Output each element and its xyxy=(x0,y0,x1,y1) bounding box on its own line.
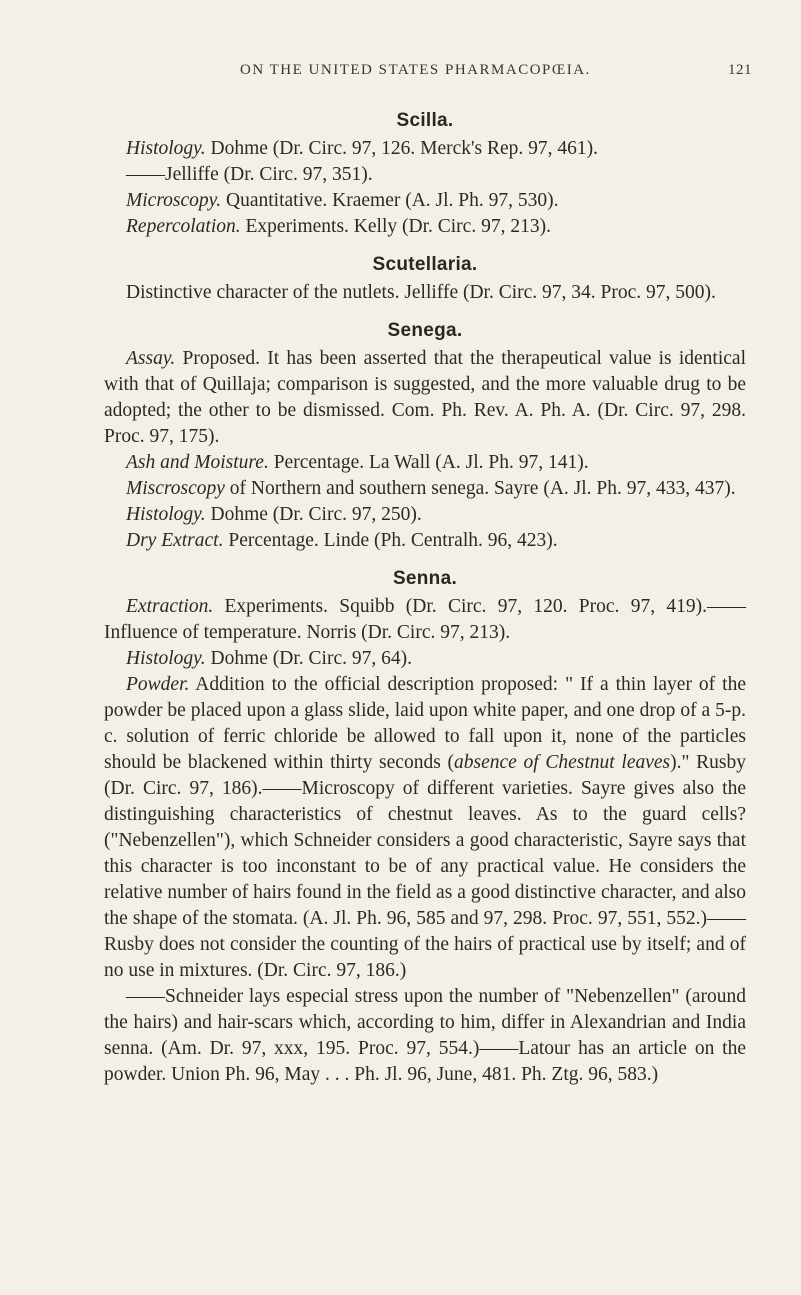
senega-dry-extract xyxy=(104,528,746,554)
running-title: ON THE UNITED STATES PHARMACOPŒIA. xyxy=(240,62,591,78)
heading-senega: Senega. xyxy=(387,320,463,341)
entry-label: Powder. xyxy=(126,674,190,695)
entry-text: Experiments. Squibb (Dr. Circ. 97, 120. Proc. 97, 419).——Influence of temperature. Norris (Dr. Circ. 97, 213). xyxy=(104,596,746,643)
senega-microscopy xyxy=(104,476,746,502)
senega-assay xyxy=(104,346,746,450)
entry-text: Dohme (Dr. Circ. 97, 64). xyxy=(205,648,412,669)
entry-label: Histology. xyxy=(126,648,206,669)
entry-label: Repercolation. xyxy=(126,216,241,237)
entry-text: Dohme (Dr. Circ. 97, 250). xyxy=(205,504,422,525)
entry-label: Histology. xyxy=(126,138,206,159)
senna-powder xyxy=(104,672,746,984)
entry-text: Percentage. La Wall (A. Jl. Ph. 97, 141). xyxy=(268,452,589,473)
entry-text: of Northern and southern senega. Sayre (A. Jl. Ph. 97, 433, 437). xyxy=(224,478,736,499)
senna-schneider: ——Schneider lays especial stress upon the number of "Nebenzellen" (around the hairs) and hair-scars which, according to him, differ in Alexandrian and India senna. (Am. Dr. 97, xxx, 195. Proc. 97, 554.)——Latour has an article on the powder. Union Ph. 96, May . . . Ph. Jl. 96, June, 481. Ph. Ztg. 96, 583.) xyxy=(104,986,746,1085)
entry-label: Histology. xyxy=(126,504,206,525)
scilla-jelliffe: ——Jelliffe (Dr. Circ. 97, 351). xyxy=(126,164,373,185)
entry-text: Addition to the official description proposed: " If a thin layer of the powder be placed upon a glass slide, laid upon white paper, and one drop of a 5-p. c. solution of ferric chloride be allowed to fall upon it, none of the particles should be blackened within thirty seconds ( xyxy=(104,674,746,773)
scilla-histology xyxy=(104,136,746,162)
senega-histology xyxy=(104,502,746,528)
heading-scutellaria: Scutellaria. xyxy=(372,254,478,275)
senna-histology xyxy=(104,646,746,672)
entry-label: Ash and Moisture. xyxy=(126,452,269,473)
entry-emphasis: absence of Chestnut leaves xyxy=(453,752,671,773)
entry-label: Microscopy. xyxy=(126,190,222,211)
scilla-microscopy xyxy=(104,188,746,214)
entry-text: Dohme (Dr. Circ. 97, 126. Merck's Rep. 97, 461). xyxy=(205,138,599,159)
senna-extraction xyxy=(104,594,746,646)
page-number: 121 xyxy=(728,62,752,78)
heading-senna: Senna. xyxy=(392,568,458,589)
scutellaria-nutlets: Distinctive character of the nutlets. Jelliffe (Dr. Circ. 97, 34. Proc. 97, 500). xyxy=(126,282,716,303)
entry-label: Assay. xyxy=(126,348,176,369)
entry-text: Quantitative. Kraemer (A. Jl. Ph. 97, 530). xyxy=(221,190,559,211)
senega-ash xyxy=(104,450,746,476)
entry-label: Dry Extract. xyxy=(126,530,224,551)
entry-text: Percentage. Linde (Ph. Centralh. 96, 423). xyxy=(223,530,558,551)
entry-text-continued: )." Rusby (Dr. Circ. 97, 186).——Microscopy of different varieties. Sayre gives also the distinguishing characteristics of chestnut leaves. As to the guard cells? ("Nebenzellen"), which Schneider considers a good characteristic, Sayre says that this character is too inconstant to be of any practical value. He considers the relative number of hairs found in the field as a good distinctive character, and also the shape of the stomata. (A. Jl. Ph. 96, 585 and 97, 298. Proc. 97, 551, 552.)——Rusby does not consider the counting of the hairs of practical use by itself; and of no use in mixtures. (Dr. Circ. 97, 186.) xyxy=(104,752,747,981)
entry-text: Proposed. It has been asserted that the therapeutical value is identical with that of Quillaja; comparison is suggested, and the more valuable drug to be adopted; the other to be dismissed. Com. Ph. Rev. A. Ph. A. (Dr. Circ. 97, 298. Proc. 97, 175). xyxy=(104,348,746,447)
scilla-repercolation xyxy=(104,214,746,240)
body-text xyxy=(104,108,746,1088)
entry-label: Miscroscopy xyxy=(126,478,225,499)
heading-scilla: Scilla. xyxy=(396,110,454,131)
entry-text: Experiments. Kelly (Dr. Circ. 97, 213). xyxy=(240,216,551,237)
entry-label: Extraction. xyxy=(126,596,214,617)
